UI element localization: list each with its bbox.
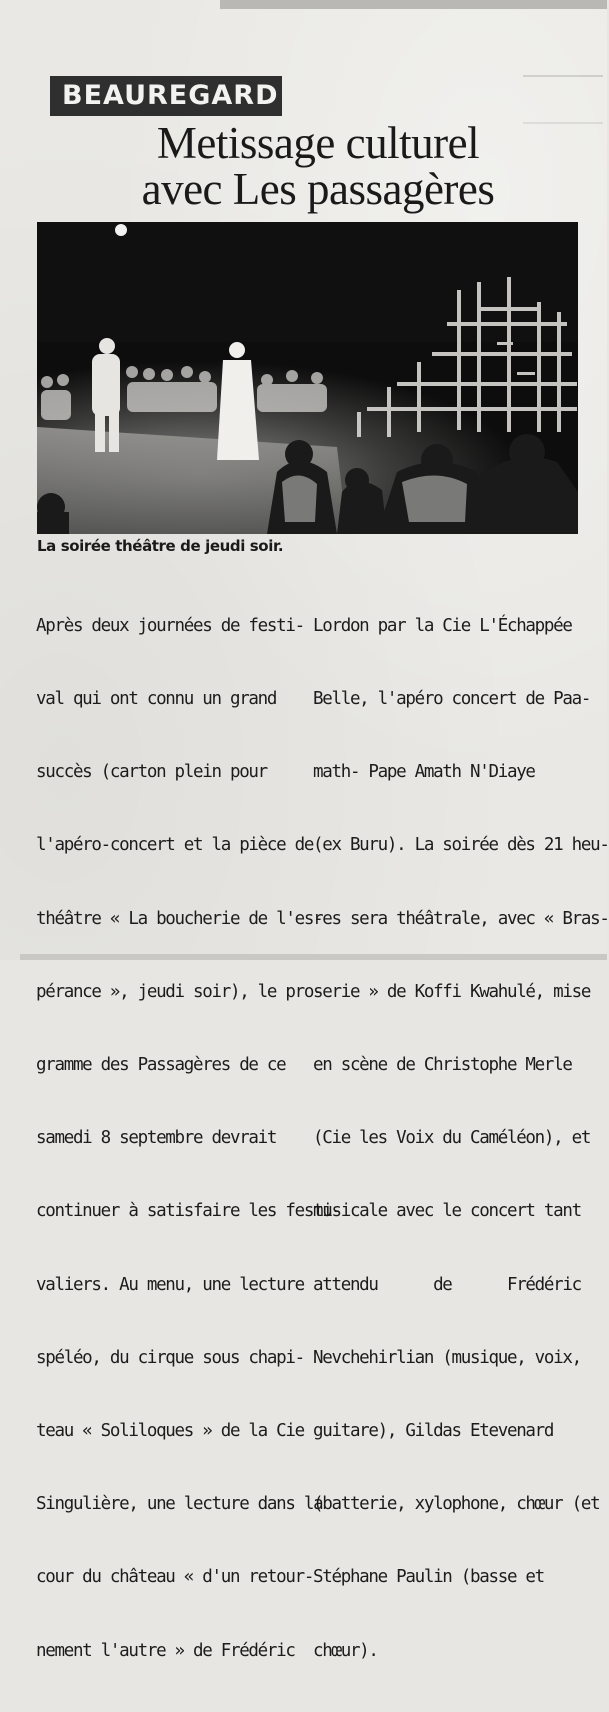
body-line: musicale avec le concert tant <box>313 1201 581 1222</box>
section-kicker <box>50 76 282 116</box>
body-line: pérance », jeudi soir), le pro- <box>36 981 323 1002</box>
headline-line-1: Metissage culturel <box>156 118 480 168</box>
body-line: valiers. Au menu, une lecture <box>36 1274 304 1295</box>
body-line: teau « Soliloques » de la Cie <box>36 1421 304 1442</box>
body-line: serie » de Koffi Kwahulé, mise <box>313 981 591 1002</box>
body-line: samedi 8 septembre devrait <box>36 1128 277 1149</box>
body-line: guitare), Gildas Etevenard <box>313 1421 554 1442</box>
body-line: continuer à satisfaire les festi- <box>36 1201 341 1222</box>
article-photo <box>37 222 578 534</box>
bleed-through-text <box>523 75 603 124</box>
body-line: (ex Buru). La soirée dès 21 heu- <box>313 835 609 856</box>
body-line: val qui ont connu un grand <box>36 689 277 710</box>
body-line: gramme des Passagères de ce <box>36 1055 286 1076</box>
body-line: l'apéro-concert et la pièce de <box>36 835 314 856</box>
body-line: spéléo, du cirque sous chapi- <box>36 1347 304 1368</box>
body-line: (batterie, xylophone, chœur (et <box>313 1494 600 1515</box>
body-line: théâtre « La boucherie de l'es- <box>36 908 323 929</box>
article-body-right-column <box>313 565 609 1712</box>
photo-caption: La soirée théâtre de jeudi soir. <box>37 537 284 555</box>
body-line: succès (carton plein pour <box>36 762 267 783</box>
body-line: Nevchehirlian (musique, voix, <box>313 1347 581 1368</box>
kicker-text: BEAUREGARD <box>62 80 279 111</box>
body-line: Lordon par la Cie L'Échappée <box>313 615 572 636</box>
stage-photo-icon <box>37 222 578 534</box>
stage-light-icon <box>115 224 127 236</box>
body-line: attendu de Frédéric <box>313 1274 581 1295</box>
body-line: Après deux journées de festi- <box>36 615 304 636</box>
article-body-left-column <box>36 565 341 1712</box>
headline-line-2: avec Les passagères <box>141 164 495 214</box>
body-line: Singulière, une lecture dans la <box>36 1494 323 1515</box>
page-bottom-edge <box>20 954 607 960</box>
page-top-edge <box>220 0 607 9</box>
body-line: (Cie les Voix du Caméléon), et <box>313 1128 591 1149</box>
body-line: Stéphane Paulin (basse et <box>313 1567 544 1588</box>
body-line: en scène de Christophe Merle <box>313 1055 572 1076</box>
body-line: chœur). <box>313 1640 378 1661</box>
body-line: math- Pape Amath N'Diaye <box>313 762 535 783</box>
article-headline <box>58 120 578 212</box>
body-line: Belle, l'apéro concert de Paa- <box>313 689 591 710</box>
body-line: cour du château « d'un retour- <box>36 1567 314 1588</box>
body-line: res sera théâtrale, avec « Bras- <box>313 908 609 929</box>
body-line: nement l'autre » de Frédéric <box>36 1640 295 1661</box>
